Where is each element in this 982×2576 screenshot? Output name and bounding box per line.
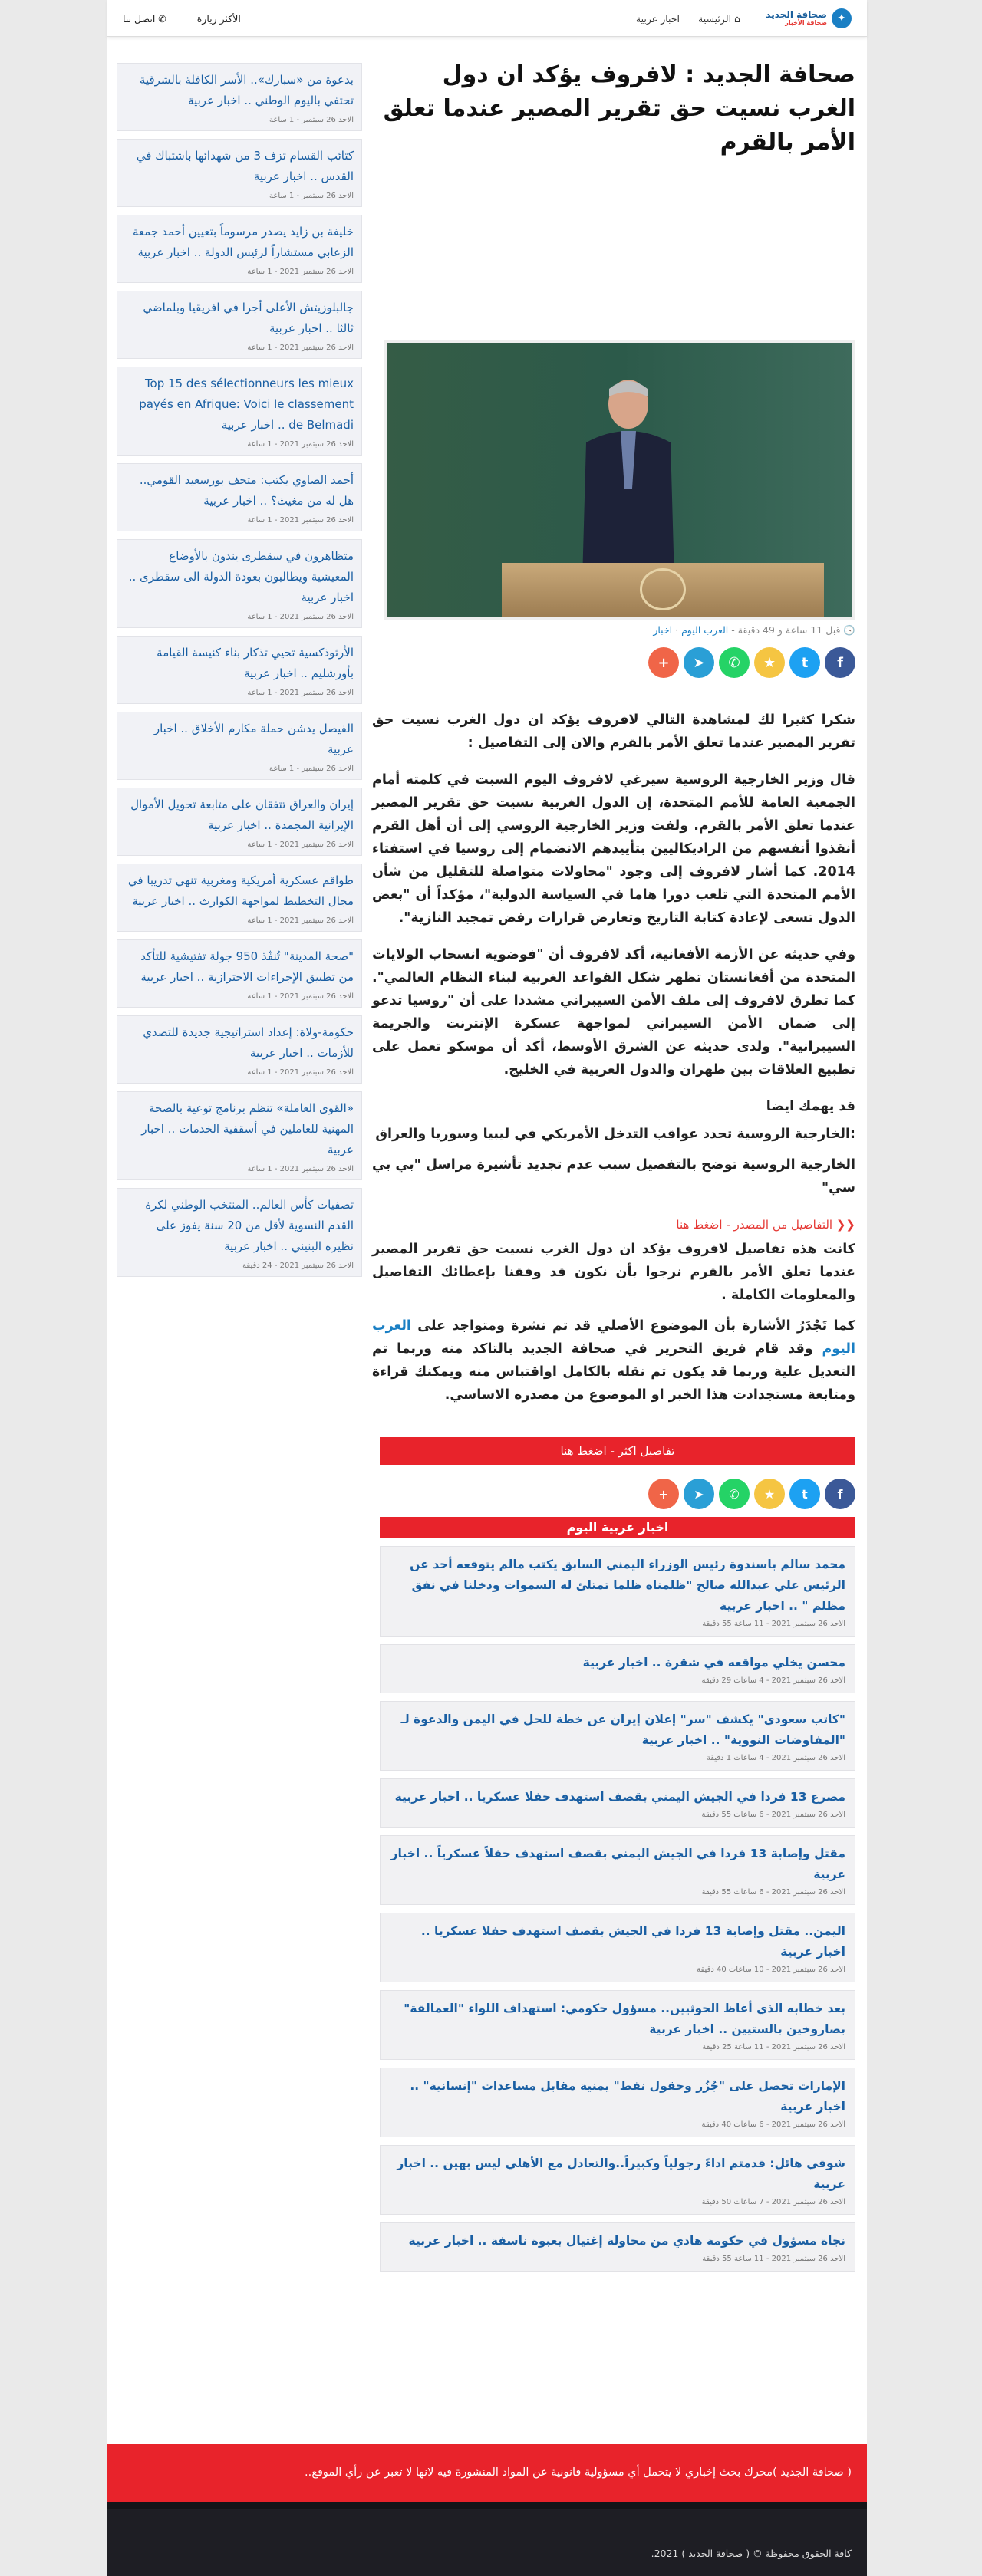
related-list — [380, 1546, 855, 2272]
related-inline-link[interactable]: الخارجية الروسية توضح بالتفصيل سبب عدم تجديد تأشيرة مراسل "بي بي سي" — [372, 1157, 855, 1196]
related-item[interactable] — [380, 2222, 855, 2272]
sidebar-item-date: الاحد 26 سبتمبر 2021 - 1 ساعة — [247, 440, 354, 449]
sidebar-item-date: الاحد 26 سبتمبر 2021 - 1 ساعة — [247, 916, 354, 925]
sidebar-item-title[interactable]: بدعوة من «سبارك».. الأسر الكافلة بالشرقية تحتفي باليوم الوطني .. اخبار عربية — [139, 73, 354, 107]
telegram-icon[interactable]: ➤ — [684, 647, 714, 678]
sidebar-item[interactable] — [117, 939, 362, 1008]
sidebar-item-date: الاحد 26 سبتمبر 2021 - 1 ساعة — [247, 516, 354, 525]
article-closing — [372, 1238, 855, 1406]
related-item-date: الاحد 26 سبتمبر 2021 - 11 ساعة 25 دقيقة — [702, 2043, 845, 2051]
sidebar-item[interactable] — [117, 367, 362, 456]
share-bar-bottom — [372, 1479, 855, 1511]
facebook-icon[interactable]: f — [825, 647, 855, 678]
sidebar-item-date: الاحد 26 سبتمبر 2021 - 1 ساعة — [247, 841, 354, 849]
sidebar-item-title[interactable]: إيران والعراق تتفقان على متابعة تحويل الأموال الإيرانية المجمدة .. اخبار عربية — [130, 798, 354, 832]
star-icon[interactable]: ★ — [754, 647, 785, 678]
sidebar-item[interactable] — [117, 291, 362, 359]
related-item-title[interactable]: مقتل وإصابة 13 فردا في الجيش اليمني بقصف استهدف حفلاً عسكرياً .. اخبار عربية — [390, 1847, 845, 1881]
related-item-date: الاحد 26 سبتمبر 2021 - 6 ساعات 55 دقيقة — [701, 1888, 845, 1897]
sidebar-item[interactable] — [117, 139, 362, 207]
sidebar-item-date: الاحد 26 سبتمبر 2021 - 1 ساعة — [247, 344, 354, 352]
article-title: صحافة الجديد : لافروف يؤكد ان دول الغرب نسيت حق تقرير المصير عندما تعلق الأمر بالقرم — [383, 61, 855, 156]
sidebar-item-date: الاحد 26 سبتمبر 2021 - 1 ساعة — [247, 613, 354, 621]
sidebar-item[interactable] — [117, 1091, 362, 1180]
source-link[interactable]: ❮❮ التفاصيل من المصدر - اضغط هنا — [676, 1218, 855, 1232]
sidebar-item-title[interactable]: "صحة المدينة" تُنفّذ 950 جولة تفتيشية للتأكد من تطبيق الإجراءات الاحترازية .. اخبار عربية — [140, 949, 354, 984]
sidebar-item[interactable] — [117, 864, 362, 932]
sidebar-item-title[interactable]: خليفة بن زايد يصدر مرسوماً بتعيين أحمد جمعة الزعابي مستشاراً لرئيس الدولة .. اخبار عربية — [133, 225, 354, 259]
secondary-nav — [123, 0, 241, 37]
footer — [107, 2502, 867, 2576]
related-item[interactable] — [380, 1778, 855, 1828]
related-item-title[interactable]: بعد خطابه الذي أغاظ الحوثيين.. مسؤول حكومي: استهداف اللواء "العمالقة" بصاروخين بالستيين .. اخبار عربية — [404, 2002, 845, 2036]
sidebar-item[interactable] — [117, 1188, 362, 1277]
speaker-figure — [578, 373, 678, 581]
copyright: كافة الحقوق محفوظة © ( صحافة الجديد ) 2021. — [651, 2548, 852, 2559]
star-icon[interactable]: ★ — [754, 1479, 785, 1509]
sidebar-item-title[interactable]: حكومة-ولاة: إعداد استراتيجية جديدة للتصدي للأزمات .. اخبار عربية — [143, 1025, 354, 1060]
twitter-icon[interactable]: t — [789, 1479, 820, 1509]
related-item-title[interactable]: الإمارات تحصل على "جُزُر وحقول نفط" يمنية مقابل مساعدات "إنسانية" .. اخبار عربية — [410, 2079, 845, 2114]
related-item-title[interactable]: نجاة مسؤول في حكومة هادي من محاولة إغتيال بعبوة ناسفة .. اخبار عربية — [408, 2234, 845, 2248]
sidebar-item-title[interactable]: جالبلوزيتش الأعلى أجرا في افريقيا وبلماضي ثالثا .. اخبار عربية — [143, 301, 354, 335]
more-details-button[interactable]: تفاصيل اكثر - اضغط هنا — [380, 1437, 855, 1465]
sidebar-item-title[interactable]: كتائب القسام تزف 3 من شهدائها باشتباك في القدس .. اخبار عربية — [136, 149, 354, 183]
related-item-date: الاحد 26 سبتمبر 2021 - 6 ساعات 55 دقيقة — [701, 1811, 845, 1819]
sidebar-item-title[interactable]: «القوى العاملة» تنظم برنامج توعية بالصحة المهنية للعاملين في أسقفية الخدمات .. اخبار عربية — [141, 1101, 354, 1156]
plus-icon[interactable]: + — [648, 647, 679, 678]
related-item-date: الاحد 26 سبتمبر 2021 - 6 ساعات 40 دقيقة — [701, 2120, 845, 2129]
sidebar-item-title[interactable]: الفيصل يدشن حملة مكارم الأخلاق .. اخبار عربية — [153, 722, 354, 756]
logo-globe-icon: ✦ — [832, 8, 852, 28]
article-photo — [384, 340, 855, 620]
sidebar — [117, 63, 362, 1285]
un-emblem — [640, 568, 686, 610]
sidebar-item-date: الاحد 26 سبتمبر - 1 ساعة — [269, 765, 354, 773]
facebook-icon[interactable]: f — [825, 1479, 855, 1509]
sidebar-item-title[interactable]: تصفيات كأس العالم.. المنتخب الوطني لكرة القدم النسوية لأقل من 20 سنة يفوز على نظيره البنيني .. اخبار عربية — [145, 1198, 354, 1253]
closing-paragraph-2: كما تَجْدَرُ الأشارة بأن الموضوع الأصلي قد تم نشرة ومتواجد على العرب اليوم وقد قام فريق التحرير في صحافة الجديد بالتاكد منه وربما تم التعديل علية وربما قد يكون تم نقله بالكامل اواقتباس منه ويمكنك قراءة ومتابعة مستجدادت هذا الخبر او الموضوع من مصدره الاساسي. — [372, 1318, 855, 1403]
meta-category-link[interactable]: اخبار — [653, 624, 673, 636]
article-column — [372, 37, 855, 2279]
article-paragraph: قال وزير الخارجية الروسية سيرغي لافروف اليوم السبت في كلمته أمام الجمعية العامة للأمم المتحدة، إن الدول الغربية نسيت حق تقرير المصير عندما تعلق الأمر بالقرم. ولفت وزير الخارجية الروسي إلى أن أهل القرم أنقذوا أنفسهم من الراديكاليين بتأييدهم الانضمام إلى روسيا في استفتاء 2014. كما أشار لافروف إلى وجود "محاولات متواصلة للتقليل من شأن الأمم المتحدة التي تلعب دورا هاما في السياسة الدولية"، مؤكداً أن "بعض الدول تسعى لإعادة كتابة التاريخ وتعارض قرارات رفض تمجيد النازية". — [372, 772, 855, 926]
main-nav — [636, 0, 740, 37]
sidebar-item-title[interactable]: الأرثوذكسية تحيي تذكار بناء كنيسة القيامة بأورشليم .. اخبار عربية — [157, 646, 354, 680]
sidebar-item-title[interactable]: متظاهرون في سقطرى يندون بالأوضاع المعيشية ويطالبون بعودة الدولة الى سقطرى .. اخبار عربية — [128, 549, 354, 604]
sidebar-item-date: الاحد 26 سبتمبر 2021 - 1 ساعة — [247, 268, 354, 276]
related-inline-link[interactable]: :الخارجية الروسية تحدد عواقب التدخل الأمريكي في ليبيا وسوريا والعراق — [375, 1127, 855, 1142]
article-body — [372, 709, 855, 1199]
related-item[interactable] — [380, 1644, 855, 1693]
nav-arab-news[interactable]: اخبار عربية — [635, 12, 680, 25]
related-item[interactable] — [380, 1835, 855, 1905]
nav-contact[interactable]: ✆ اتصل بنا — [123, 12, 166, 25]
plus-icon[interactable]: + — [648, 1479, 679, 1509]
footer-disclaimer: ( صحافة الجديد )محرك بحث إخباري لا يتحمل أي مسؤولية قانونية عن المواد المنشورة فيه لانها لا تعبر عن رأي الموقع.. — [107, 2444, 867, 2502]
article-meta: 🕓 قبل 11 ساعة و 49 دقيقة - العرب اليوم · اخبار — [653, 624, 855, 636]
related-item-title[interactable]: مصرع 13 فردا في الجيش اليمني بقصف استهدف حفلا عسكريا .. اخبار عربية — [394, 1790, 845, 1804]
article-intro: شكرا كثيرا لك لمشاهدة التالي لافروف يؤكد ان دول الغرب نسيت حق تقرير المصير عندما تعلق الأمر بالقرم والان إلى التفاصيل : — [372, 712, 855, 751]
twitter-icon[interactable]: t — [789, 647, 820, 678]
ad-space — [372, 160, 855, 340]
logo-text: صحافة الجديد صحافة الأخبار — [766, 9, 827, 27]
sidebar-item[interactable] — [117, 1015, 362, 1084]
sidebar-item-title[interactable]: أحمد الصاوي يكتب: متحف بورسعيد القومي.. هل له من مغيث؟ .. اخبار عربية — [139, 473, 354, 508]
sidebar-item-title[interactable]: Top 15 des sélectionneurs les mieux payés en Afrique: Voici le classement de Belmadi .. اخبار عربية — [139, 377, 354, 432]
related-item-date: الاحد 26 سبتمبر 2021 - 11 ساعة 55 دقيقة — [702, 1620, 845, 1628]
related-item-date: الاحد 26 سبتمبر 2021 - 4 ساعات 29 دقيقة — [701, 1676, 845, 1685]
sidebar-item[interactable] — [117, 539, 362, 628]
sidebar-item-date: الاحد 26 سبتمبر 2021 - 1 ساعة — [247, 689, 354, 697]
telegram-icon[interactable]: ➤ — [684, 1479, 714, 1509]
article-paragraph: وفي حديثه عن الأزمة الأفغانية، أكد لافروف أن "فوضوية انسحاب الولايات المتحدة من أفغانستان تظهر شكل القواعد الغربية لبناء النظام العالمي". كما تطرق لافروف إلى ملف الأمن السيبراني مشددا على أن "روسيا تدعو إلى ضمان الأمن السيبراني لمواجهة عسكرة الإنترنت والجريمة السيبرانية". ولدى حديثه عن الشرق الأوسط، أكد أن موسكو تعمل على تطبيع العلاقات بين طهران والدول العربية في الخليج. — [372, 947, 855, 1077]
sidebar-item[interactable] — [117, 712, 362, 780]
sidebar-item-date: الاحد 26 سبتمبر - 1 ساعة — [269, 116, 354, 124]
sidebar-item[interactable] — [117, 215, 362, 283]
sidebar-item[interactable] — [117, 788, 362, 856]
sidebar-item-date: الاحد 26 سبتمبر - 1 ساعة — [269, 192, 354, 200]
sidebar-item-date: الاحد 26 سبتمبر 2021 - 1 ساعة — [247, 1068, 354, 1077]
related-item[interactable] — [380, 1990, 855, 2060]
sidebar-item[interactable] — [117, 636, 362, 704]
whatsapp-icon[interactable]: ✆ — [719, 647, 750, 678]
clock-icon: 🕓 — [840, 624, 855, 636]
related-item[interactable] — [380, 2145, 855, 2215]
related-item[interactable] — [380, 2068, 855, 2137]
sidebar-item-date: الاحد 26 سبتمبر 2021 - 24 دقيقة — [242, 1262, 354, 1270]
related-item-title[interactable]: اليمن.. مقتل وإصابة 13 فردا في الجيش بقصف استهدف حفلا عسكريا .. اخبار عربية — [420, 1924, 845, 1959]
sidebar-item-date: الاحد 26 سبتمبر 2021 - 1 ساعة — [247, 1165, 354, 1173]
double-chevron-icon: ❮❮ — [832, 1218, 855, 1232]
nav-home[interactable]: ⌂ الرئيسية — [698, 12, 740, 25]
related-item-title[interactable]: محسن يخلي مواقعه في شقرة .. اخبار عربية — [582, 1656, 845, 1670]
sidebar-item-title[interactable]: طواقم عسكرية أمريكية ومغربية تنهي تدريبا في مجال التخطيط لمواجهة الكوارث .. اخبار عربية — [127, 873, 354, 908]
related-heading: اخبار عربية اليوم — [380, 1517, 855, 1538]
closing-paragraph: كانت هذه تفاصيل لافروف يؤكد ان دول الغرب نسيت حق تقرير المصير عندما تعلق الأمر بالقرم نرجوا بأن نكون قد وفقنا بإعطائك التفاصيل والمعلومات الكاملة . — [372, 1242, 855, 1303]
related-item-date: الاحد 26 سبتمبر 2021 - 11 ساعة 55 دقيقة — [702, 2255, 845, 2263]
meta-source-link[interactable]: العرب اليوم — [681, 624, 729, 636]
share-bar-top — [372, 647, 855, 679]
related-item-date: الاحد 26 سبتمبر 2021 - 7 ساعات 50 دقيقة — [701, 2198, 845, 2206]
related-item-date: الاحد 26 سبتمبر 2021 - 10 ساعات 40 دقيقة — [697, 1966, 845, 1974]
source-site-link[interactable]: العرب اليوم — [372, 1318, 855, 1357]
related-item[interactable] — [380, 1546, 855, 1637]
related-item-date: الاحد 26 سبتمبر 2021 - 4 ساعات 1 دقيقة — [706, 1754, 845, 1762]
sidebar-item[interactable] — [117, 463, 362, 531]
sidebar-item-date: الاحد 26 سبتمبر 2021 - 1 ساعة — [247, 992, 354, 1001]
home-icon: ⌂ — [731, 12, 740, 25]
related-item[interactable] — [380, 1913, 855, 1982]
related-item-title[interactable]: محمد سالم باسندوة رئيس الوزراء اليمني السابق يكتب مالم يتوقعه أحد عن الرئيس علي عبدالله صالح "ظلمناه ظلما تمتلئ له السموات ودخلنا في نفق مظلم " .. اخبار عربية — [410, 1558, 845, 1613]
top-navbar — [107, 0, 867, 37]
may-interest-label: قد يهمك ايضا — [766, 1099, 855, 1114]
site-logo[interactable] — [760, 7, 852, 30]
related-item[interactable] — [380, 1701, 855, 1771]
whatsapp-icon[interactable]: ✆ — [719, 1479, 750, 1509]
sidebar-item[interactable] — [117, 63, 362, 131]
related-item-title[interactable]: شوقي هائل: قدمتم اداءً رجولياً وكبيراً..والتعادل مع الأهلي ليس بهين .. اخبار عربية — [397, 2157, 845, 2191]
nav-most-visited[interactable]: الأكثر زيارة — [196, 12, 241, 25]
related-item-title[interactable]: "كاتب سعودي" يكشف "سر" إعلان إيران عن خطة للحل في اليمن والدعوة لـ "المفاوضات النووية" .. اخبار عربية — [400, 1712, 845, 1747]
phone-icon: ✆ — [155, 12, 166, 25]
